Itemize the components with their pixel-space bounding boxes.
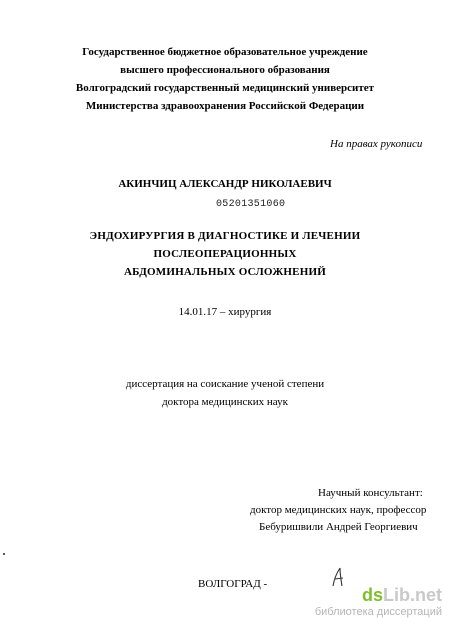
- watermark-subtitle: библиотека диссертаций: [314, 606, 442, 618]
- thesis-title-line-3: АБДОМИНАЛЬНЫХ ОСЛОЖНЕНИЙ: [124, 266, 326, 278]
- scan-speck: [3, 553, 5, 555]
- city-year: ВОЛГОГРАД -: [198, 578, 268, 590]
- consultant-label: Научный консультант:: [318, 487, 423, 499]
- watermark: [315, 586, 442, 618]
- header-line-3: Волгоградский государственный медицинский университет: [75, 82, 375, 94]
- header-line-2: высшего профессионального образования: [120, 64, 330, 76]
- consultant-rank: доктор медицинских наук, профессор: [250, 504, 427, 516]
- thesis-title-line-1: ЭНДОХИРУРГИЯ В ДИАГНОСТИКЕ И ЛЕЧЕНИИ: [89, 230, 361, 242]
- header-line-4: Министерства здравоохранения Российской Федерации: [85, 100, 365, 112]
- consultant-name: Бебуришвили Андрей Георгиевич: [259, 521, 418, 533]
- handwritten-mark-icon: [330, 566, 346, 588]
- archive-stamp-number: 05201351060: [216, 199, 286, 210]
- watermark-logo-ds: ds: [361, 585, 383, 605]
- watermark-logo-rest: Lib.net: [383, 585, 442, 605]
- manuscript-note: На правах рукописи: [330, 138, 423, 150]
- specialty: 14.01.17 – хирургия: [178, 306, 272, 318]
- header-line-1: Государственное бюджетное образовательное учреждение: [82, 46, 368, 58]
- watermark-logo: [315, 586, 442, 604]
- author-name: АКИНЧИЦ АЛЕКСАНДР НИКОЛАЕВИЧ: [118, 178, 332, 190]
- thesis-title-line-2: ПОСЛЕОПЕРАЦИОННЫХ: [153, 248, 297, 260]
- degree-line-2: доктора медицинских наук: [162, 396, 288, 408]
- degree-line-1: диссертация на соискание ученой степени: [125, 378, 325, 390]
